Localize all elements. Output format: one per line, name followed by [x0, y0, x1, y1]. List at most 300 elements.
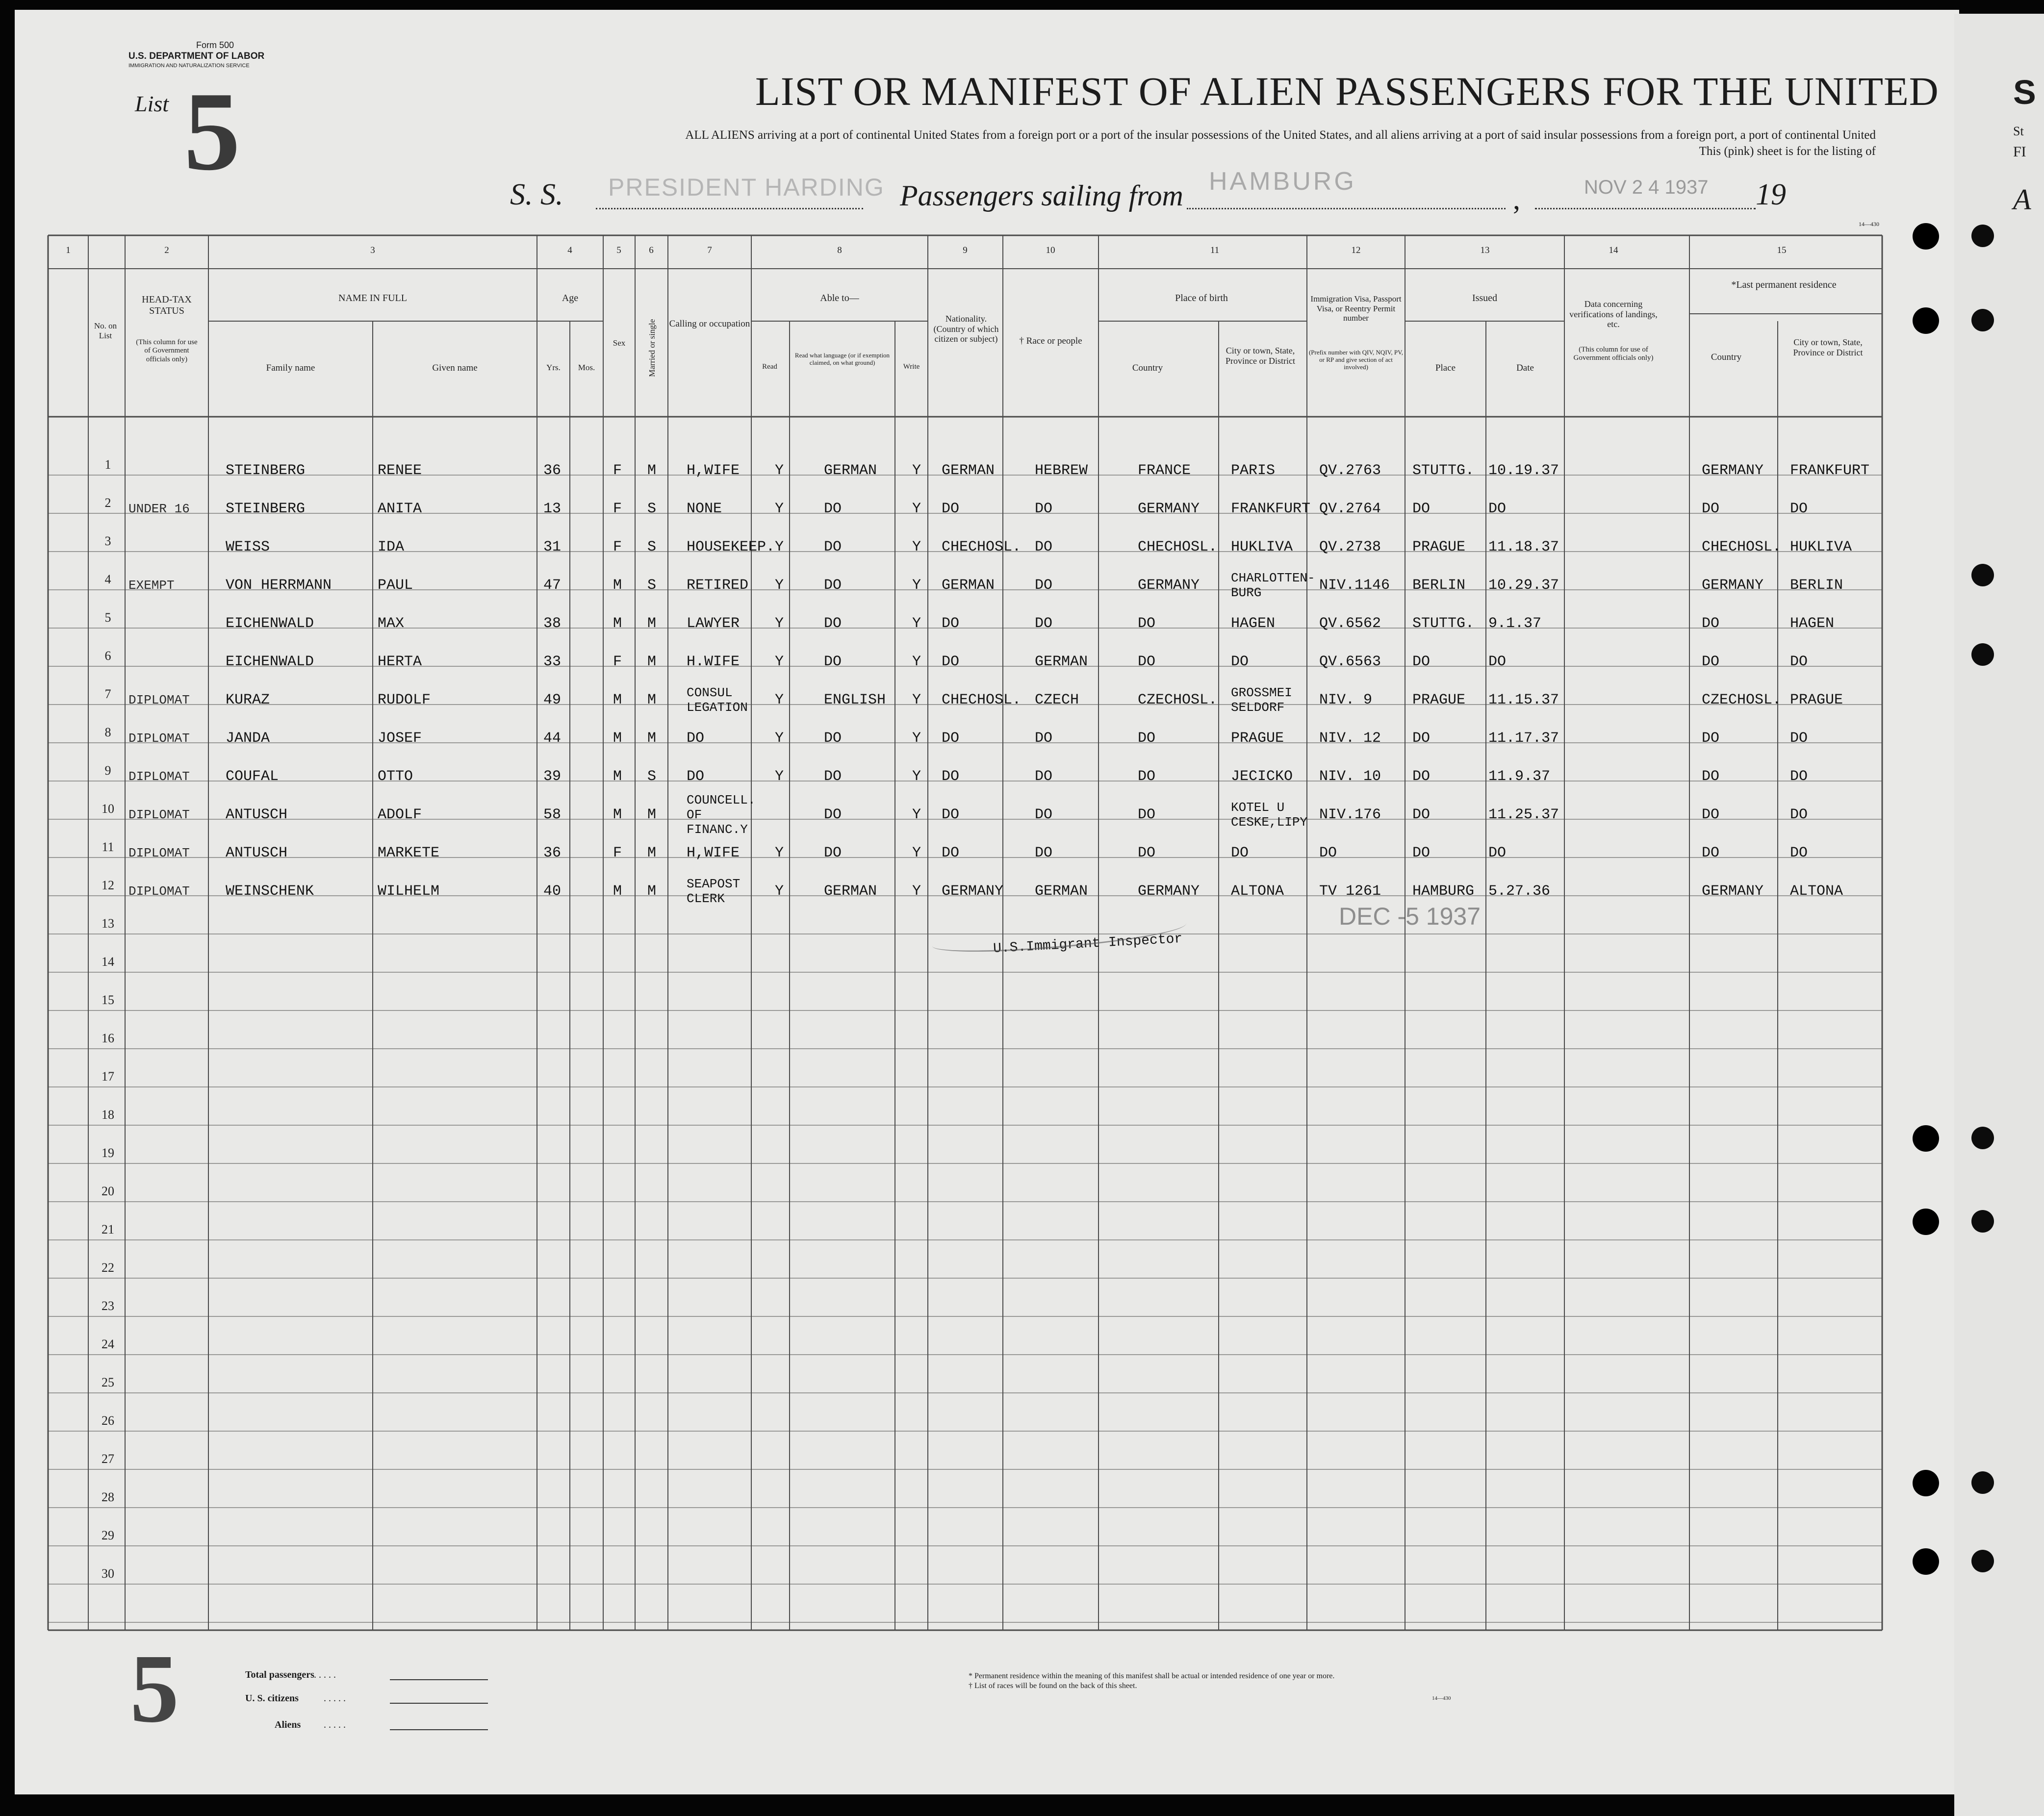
cell-issued-date: 11.18.37: [1488, 539, 1559, 555]
cell-read: Y: [775, 615, 784, 632]
cell-visa: QV.2763: [1319, 462, 1381, 479]
cell-birth-city: DO: [1231, 845, 1249, 861]
header-verification-note: (This column for use of Government officials only): [1573, 346, 1654, 362]
header-place-of-birth: Place of birth: [1175, 293, 1228, 303]
cell-sex: M: [613, 883, 622, 900]
cell-tax: DIPLOMAT: [128, 846, 190, 860]
header-family-name: Family name: [266, 363, 315, 373]
cell-family: KURAZ: [226, 692, 270, 708]
cell-birth-city: CHARLOTTEN-BURG: [1231, 571, 1315, 600]
cell-language: DO: [824, 539, 842, 555]
cell-birth-country: FRANCE: [1138, 462, 1191, 479]
row-number: 13: [102, 916, 114, 931]
year-prefix: 19: [1756, 178, 1786, 211]
column-number: 13: [1480, 245, 1490, 255]
binder-hole: [1971, 225, 1994, 247]
cell-issued-place: STUTTG.: [1412, 462, 1475, 479]
row-number: 16: [102, 1031, 114, 1045]
cell-birth-country: DO: [1138, 807, 1156, 823]
row-number: 12: [102, 878, 114, 892]
row-number: 15: [102, 993, 114, 1007]
cell-marital: M: [647, 883, 657, 900]
cell-issued-place: HAMBURG: [1412, 883, 1475, 900]
cell-given: MARKETE: [378, 845, 440, 861]
row-number: 28: [102, 1490, 114, 1504]
cell-res-city: DO: [1790, 730, 1808, 747]
cell-res-city: HAGEN: [1790, 615, 1835, 632]
row-number: 14: [102, 955, 114, 969]
cell-family: COUFAL: [226, 768, 279, 785]
binder-hole: [1913, 1470, 1939, 1496]
cell-visa: NIV. 10: [1319, 768, 1381, 785]
cell-birth-country: CHECHOSL.: [1138, 539, 1218, 555]
manifest-subtitle: ALL ALIENS arriving at a port of continental United States from a foreign port or a port of the insular possessions of the United States, and all aliens arriving at a port of said insular possessions from a foreign port, a port of continental United: [685, 128, 1876, 142]
cell-birth-country: CZECHOSL.: [1138, 692, 1218, 708]
cell-family: JANDA: [226, 730, 270, 747]
ss-label: S. S.: [510, 178, 563, 211]
binder-hole: [1971, 1127, 1994, 1149]
cell-yrs: 58: [543, 807, 562, 823]
cell-language: DO: [824, 768, 842, 785]
ship-name: PRESIDENT HARDING: [608, 174, 885, 201]
cell-marital: M: [647, 730, 657, 747]
cell-issued-date: DO: [1488, 501, 1507, 517]
row-number: 8: [104, 725, 111, 739]
cell-given: WILHELM: [378, 883, 440, 900]
header-race: † Race or people: [1019, 336, 1082, 346]
cell-birth-city: FRANKFURT: [1231, 501, 1311, 517]
cell-read: Y: [775, 577, 784, 594]
cell-occupation: NONE: [687, 501, 722, 517]
row-number: 2: [104, 496, 111, 510]
cell-race: DO: [1035, 807, 1053, 823]
cell-birth-country: DO: [1138, 654, 1156, 670]
cell-marital: M: [647, 845, 657, 861]
cell-occupation: H,WIFE: [687, 845, 740, 861]
cell-tax: DIPLOMAT: [128, 807, 190, 822]
cell-birth-country: DO: [1138, 845, 1156, 861]
cell-language: GERMAN: [824, 883, 877, 900]
total-passengers-label: Total passengers: [245, 1669, 314, 1680]
cell-nationality: GERMAN: [942, 577, 995, 594]
cell-occupation: H,WIFE: [687, 462, 740, 479]
department: U.S. DEPARTMENT OF LABOR: [128, 51, 265, 61]
cell-birth-city: DO: [1231, 654, 1249, 670]
cell-nationality: DO: [942, 501, 960, 517]
cell-visa: QV.6563: [1319, 654, 1381, 670]
cell-write: Y: [912, 654, 921, 670]
cell-tax: DIPLOMAT: [128, 731, 190, 746]
header-nationality: Nationality. (Country of which citizen or subject): [933, 314, 999, 344]
cell-birth-country: GERMANY: [1138, 501, 1200, 517]
cell-language: DO: [824, 654, 842, 670]
row-number: 1: [104, 457, 111, 472]
cell-issued-date: 11.15.37: [1488, 692, 1559, 708]
list-number: 5: [184, 69, 240, 194]
header-res-country: Country: [1711, 352, 1742, 362]
cell-yrs: 33: [543, 654, 562, 670]
cell-marital: M: [647, 462, 657, 479]
header-calling: Calling or occupation: [669, 319, 750, 329]
aliens-line: [390, 1729, 488, 1730]
cell-write: Y: [912, 845, 921, 861]
footnote-residence: * Permanent residence within the meaning of this manifest shall be actual or intended residence of one year or more.: [969, 1672, 1335, 1680]
cell-given: OTTO: [378, 768, 413, 785]
header-mos: Mos.: [578, 363, 595, 372]
cell-race: DO: [1035, 501, 1053, 517]
cell-issued-place: STUTTG.: [1412, 615, 1475, 632]
binder-hole: [1971, 1471, 1994, 1494]
column-number: 12: [1351, 245, 1361, 255]
cell-read: Y: [775, 462, 784, 479]
date-stamp: NOV 2 4 1937: [1584, 177, 1709, 198]
cell-race: DO: [1035, 615, 1053, 632]
header-write: Write: [903, 363, 920, 371]
cell-given: MAX: [378, 615, 405, 632]
cell-occupation: H.WIFE: [687, 654, 740, 670]
manifest-title: LIST OR MANIFEST OF ALIEN PASSENGERS FOR THE UNITED: [755, 69, 1939, 114]
cell-issued-place: DO: [1412, 501, 1431, 517]
cell-marital: S: [647, 577, 657, 594]
cell-marital: M: [647, 807, 657, 823]
row-number: 11: [102, 840, 114, 854]
cell-marital: M: [647, 615, 657, 632]
cell-issued-place: PRAGUE: [1412, 692, 1466, 708]
aliens-dots: . . . . .: [324, 1719, 346, 1730]
cell-birth-country: GERMANY: [1138, 577, 1200, 594]
cell-language: DO: [824, 845, 842, 861]
cell-issued-date: 11.17.37: [1488, 730, 1559, 747]
header-head-tax: HEAD-TAX STATUS: [142, 294, 192, 316]
cell-write: Y: [912, 730, 921, 747]
cell-issued-date: 11.9.37: [1488, 768, 1551, 785]
header-sex: Sex: [613, 338, 626, 348]
comma: ,: [1513, 183, 1520, 215]
cell-res-city: ALTONA: [1790, 883, 1843, 900]
cell-occupation: HOUSEKEEP.Y: [687, 539, 784, 555]
cell-res-country: DO: [1702, 845, 1720, 861]
header-verification: Data concerning verifications of landings, etc.: [1569, 299, 1658, 329]
us-citizens-label: U. S. citizens: [245, 1693, 299, 1704]
cell-race: DO: [1035, 577, 1053, 594]
cell-issued-date: DO: [1488, 654, 1507, 670]
cell-occupation: COUNCELL. OF FINANC.Y: [687, 793, 756, 837]
header-married: Married or single: [647, 319, 657, 377]
cell-res-city: HUKLIVA: [1790, 539, 1852, 555]
cell-issued-place: PRAGUE: [1412, 539, 1466, 555]
cell-birth-city: KOTEL U CESKE,LIPY: [1231, 800, 1308, 830]
cell-marital: S: [647, 768, 657, 785]
cell-res-city: PRAGUE: [1790, 692, 1843, 708]
column-number: 7: [707, 245, 712, 255]
cell-write: Y: [912, 807, 921, 823]
cell-res-city: DO: [1790, 845, 1808, 861]
binder-hole: [1913, 307, 1939, 334]
header-head-tax-note: (This column for use of Government officials only): [136, 338, 198, 363]
cell-family: VON HERRMANN: [226, 577, 332, 594]
header-yrs: Yrs.: [546, 363, 561, 372]
cell-read: Y: [775, 501, 784, 517]
cell-yrs: 13: [543, 501, 562, 517]
cell-given: JOSEF: [378, 730, 422, 747]
port-name: HAMBURG: [1209, 167, 1356, 196]
cell-sex: M: [613, 692, 622, 708]
binder-hole: [1971, 309, 1994, 331]
cell-nationality: DO: [942, 807, 960, 823]
cell-res-country: GERMANY: [1702, 883, 1764, 900]
row-number: 7: [104, 687, 111, 701]
cell-issued-date: 9.1.37: [1488, 615, 1542, 632]
cell-sex: F: [613, 462, 622, 479]
cell-family: ANTUSCH: [226, 807, 288, 823]
cell-res-country: DO: [1702, 768, 1720, 785]
cell-nationality: GERMAN: [942, 462, 995, 479]
cell-birth-city: PRAGUE: [1231, 730, 1284, 747]
cell-res-city: FRANKFURT: [1790, 462, 1870, 479]
cell-visa: TV 1261: [1319, 883, 1381, 900]
cell-tax: DIPLOMAT: [128, 884, 190, 899]
cell-read: Y: [775, 883, 784, 900]
cell-birth-city: ALTONA: [1231, 883, 1284, 900]
cell-birth-country: DO: [1138, 768, 1156, 785]
cell-issued-place: DO: [1412, 654, 1431, 670]
column-number: 4: [567, 245, 572, 255]
cell-race: CZECH: [1035, 692, 1079, 708]
column-number: 11: [1210, 245, 1220, 255]
cell-issued-date: 5.27.36: [1488, 883, 1551, 900]
cell-birth-country: GERMANY: [1138, 883, 1200, 900]
header-read: Read: [762, 363, 777, 371]
cell-write: Y: [912, 577, 921, 594]
cell-marital: M: [647, 692, 657, 708]
row-number: 22: [102, 1261, 114, 1275]
binder-hole: [1971, 564, 1994, 586]
adjacent-page-char: St: [2013, 124, 2024, 138]
cell-birth-city: HAGEN: [1231, 615, 1276, 632]
cell-issued-date: 10.29.37: [1488, 577, 1559, 594]
cell-visa: QV.6562: [1319, 615, 1381, 632]
row-number: 24: [102, 1337, 114, 1351]
cell-given: IDA: [378, 539, 405, 555]
header-issued: Issued: [1472, 293, 1498, 303]
header-res-city: City or town, State, Province or District: [1793, 337, 1863, 357]
row-number: 27: [102, 1452, 114, 1466]
cell-res-country: DO: [1702, 654, 1720, 670]
cell-race: HEBREW: [1035, 462, 1088, 479]
footnote-races: † List of races will be found on the back of this sheet.: [969, 1682, 1137, 1690]
us-citizens-dots: . . . . .: [324, 1693, 346, 1704]
cell-nationality: CHECHOSL.: [942, 539, 1022, 555]
column-number: 3: [370, 245, 375, 255]
cell-race: DO: [1035, 768, 1053, 785]
cell-family: WEISS: [226, 539, 270, 555]
row-number: 3: [104, 534, 111, 548]
cell-occupation: SEAPOST CLERK: [687, 877, 741, 906]
form-code: 14—430: [1859, 221, 1879, 227]
row-number: 9: [104, 763, 111, 778]
cell-sex: M: [613, 615, 622, 632]
cell-res-country: GERMANY: [1702, 577, 1764, 594]
binder-hole: [1913, 1125, 1939, 1152]
total-passengers-dots: . . . . .: [314, 1669, 336, 1680]
cell-sex: M: [613, 807, 622, 823]
cell-res-country: CHECHOSL.: [1702, 539, 1782, 555]
cell-occupation: DO: [687, 768, 705, 785]
row-number: 21: [102, 1222, 114, 1236]
sailing-label: Passengers sailing from: [900, 179, 1183, 212]
cell-family: EICHENWALD: [226, 654, 314, 670]
cell-birth-country: DO: [1138, 730, 1156, 747]
row-number: 23: [102, 1299, 114, 1313]
cell-nationality: DO: [942, 845, 960, 861]
cell-yrs: 31: [543, 539, 562, 555]
cell-tax: DIPLOMAT: [128, 769, 190, 784]
column-number: 8: [837, 245, 842, 255]
row-number: 29: [102, 1528, 114, 1542]
cell-issued-place: DO: [1412, 845, 1431, 861]
row-number: 25: [102, 1375, 114, 1389]
cell-nationality: DO: [942, 768, 960, 785]
binder-hole: [1971, 1210, 1994, 1233]
binder-hole: [1971, 643, 1994, 666]
manifest-subtitle-2: This (pink) sheet is for the listing of: [1699, 145, 1876, 158]
cell-sex: M: [613, 577, 622, 594]
cell-read: Y: [775, 654, 784, 670]
cell-res-country: DO: [1702, 807, 1720, 823]
inspector-label: U.S.Immigrant Inspector: [993, 931, 1183, 957]
cell-marital: S: [647, 501, 657, 517]
cell-birth-city: HUKLIVA: [1231, 539, 1293, 555]
cell-given: HERTA: [378, 654, 422, 670]
header-visa-note: (Prefix number with QIV, NQIV, PV, or RP and give section of act involved): [1308, 349, 1404, 371]
cell-issued-date: 10.19.37: [1488, 462, 1559, 479]
row-number: 10: [102, 802, 114, 816]
cell-language: GERMAN: [824, 462, 877, 479]
cell-yrs: 40: [543, 883, 562, 900]
cell-race: DO: [1035, 730, 1053, 747]
cell-write: Y: [912, 615, 921, 632]
row-number: 18: [102, 1108, 114, 1122]
cell-language: DO: [824, 807, 842, 823]
cell-birth-city: PARIS: [1231, 462, 1276, 479]
cell-issued-place: DO: [1412, 730, 1431, 747]
header-birth-country: Country: [1132, 363, 1163, 373]
cell-given: ADOLF: [378, 807, 422, 823]
cell-write: Y: [912, 768, 921, 785]
column-number: 15: [1777, 245, 1787, 255]
footer-list-number: 5: [130, 1635, 179, 1743]
cell-family: ANTUSCH: [226, 845, 288, 861]
adjacent-page-char: S: [2013, 73, 2036, 111]
cell-language: ENGLISH: [824, 692, 886, 708]
cell-res-city: BERLIN: [1790, 577, 1843, 594]
cell-visa: NIV.176: [1319, 807, 1381, 823]
cell-visa: NIV. 9: [1319, 692, 1373, 708]
cell-occupation: CONSUL LEGATION: [687, 685, 748, 715]
cell-race: GERMAN: [1035, 883, 1088, 900]
cell-family: STEINBERG: [226, 462, 306, 479]
header-no-on-list: No. on List: [94, 321, 117, 340]
column-number: 2: [164, 245, 169, 255]
form-number: Form 500: [196, 40, 234, 50]
cell-sex: F: [613, 501, 622, 517]
cell-sex: M: [613, 768, 622, 785]
binder-hole: [1913, 223, 1939, 250]
cell-write: Y: [912, 539, 921, 555]
header-issued-date: Date: [1516, 363, 1534, 373]
cell-nationality: DO: [942, 730, 960, 747]
cell-read: Y: [775, 692, 784, 708]
column-number: 1: [66, 245, 71, 255]
cell-yrs: 49: [543, 692, 562, 708]
header-given-name: Given name: [432, 363, 478, 373]
cell-occupation: DO: [687, 730, 705, 747]
cell-issued-place: DO: [1412, 768, 1431, 785]
cell-family: STEINBERG: [226, 501, 306, 517]
binder-hole: [1913, 1209, 1939, 1235]
cell-marital: S: [647, 539, 657, 555]
adjacent-page-char: A: [2013, 183, 2031, 216]
cell-race: DO: [1035, 539, 1053, 555]
row-number: 19: [102, 1146, 114, 1160]
header-issued-place: Place: [1435, 363, 1456, 373]
arrival-stamp: DEC -5 1937: [1339, 903, 1481, 930]
binder-hole: [1913, 1548, 1939, 1575]
binder-hole: [1971, 1550, 1994, 1572]
cell-yrs: 36: [543, 462, 562, 479]
cell-sex: F: [613, 539, 622, 555]
cell-write: Y: [912, 883, 921, 900]
aliens-label: Aliens: [275, 1719, 301, 1730]
cell-visa: QV.2764: [1319, 501, 1381, 517]
cell-issued-date: DO: [1488, 845, 1507, 861]
cell-res-city: DO: [1790, 654, 1808, 670]
cell-given: RENEE: [378, 462, 422, 479]
cell-birth-city: JECICKO: [1231, 768, 1293, 785]
list-label: List: [135, 91, 169, 116]
cell-read: Y: [775, 768, 784, 785]
header-age: Age: [562, 293, 579, 303]
cell-nationality: DO: [942, 654, 960, 670]
cell-read: Y: [775, 845, 784, 861]
cell-res-city: DO: [1790, 501, 1808, 517]
cell-yrs: 38: [543, 615, 562, 632]
cell-given: PAUL: [378, 577, 413, 594]
column-number: 10: [1046, 245, 1055, 255]
cell-visa: QV.2738: [1319, 539, 1381, 555]
cell-occupation: RETIRED: [687, 577, 749, 594]
us-citizens-line: [390, 1703, 488, 1704]
column-number: 5: [616, 245, 621, 255]
header-last-residence: *Last permanent residence: [1731, 279, 1837, 290]
column-number: 6: [649, 245, 654, 255]
row-number: 26: [102, 1413, 114, 1428]
cell-visa: NIV. 12: [1319, 730, 1381, 747]
cell-family: EICHENWALD: [226, 615, 314, 632]
header-birth-city: City or town, State, Province or District: [1226, 346, 1295, 366]
row-number: 20: [102, 1184, 114, 1198]
cell-tax: DIPLOMAT: [128, 693, 190, 707]
cell-family: WEINSCHENK: [226, 883, 314, 900]
row-number: 30: [102, 1566, 114, 1581]
cell-res-country: CZECHOSL.: [1702, 692, 1782, 708]
cell-sex: F: [613, 845, 622, 861]
footer-code: 14—430: [1432, 1695, 1451, 1701]
header-read-language: Read what language (or if exemption claimed, on what ground): [794, 352, 890, 366]
cell-yrs: 47: [543, 577, 562, 594]
cell-race: DO: [1035, 845, 1053, 861]
row-number: 17: [102, 1069, 114, 1084]
